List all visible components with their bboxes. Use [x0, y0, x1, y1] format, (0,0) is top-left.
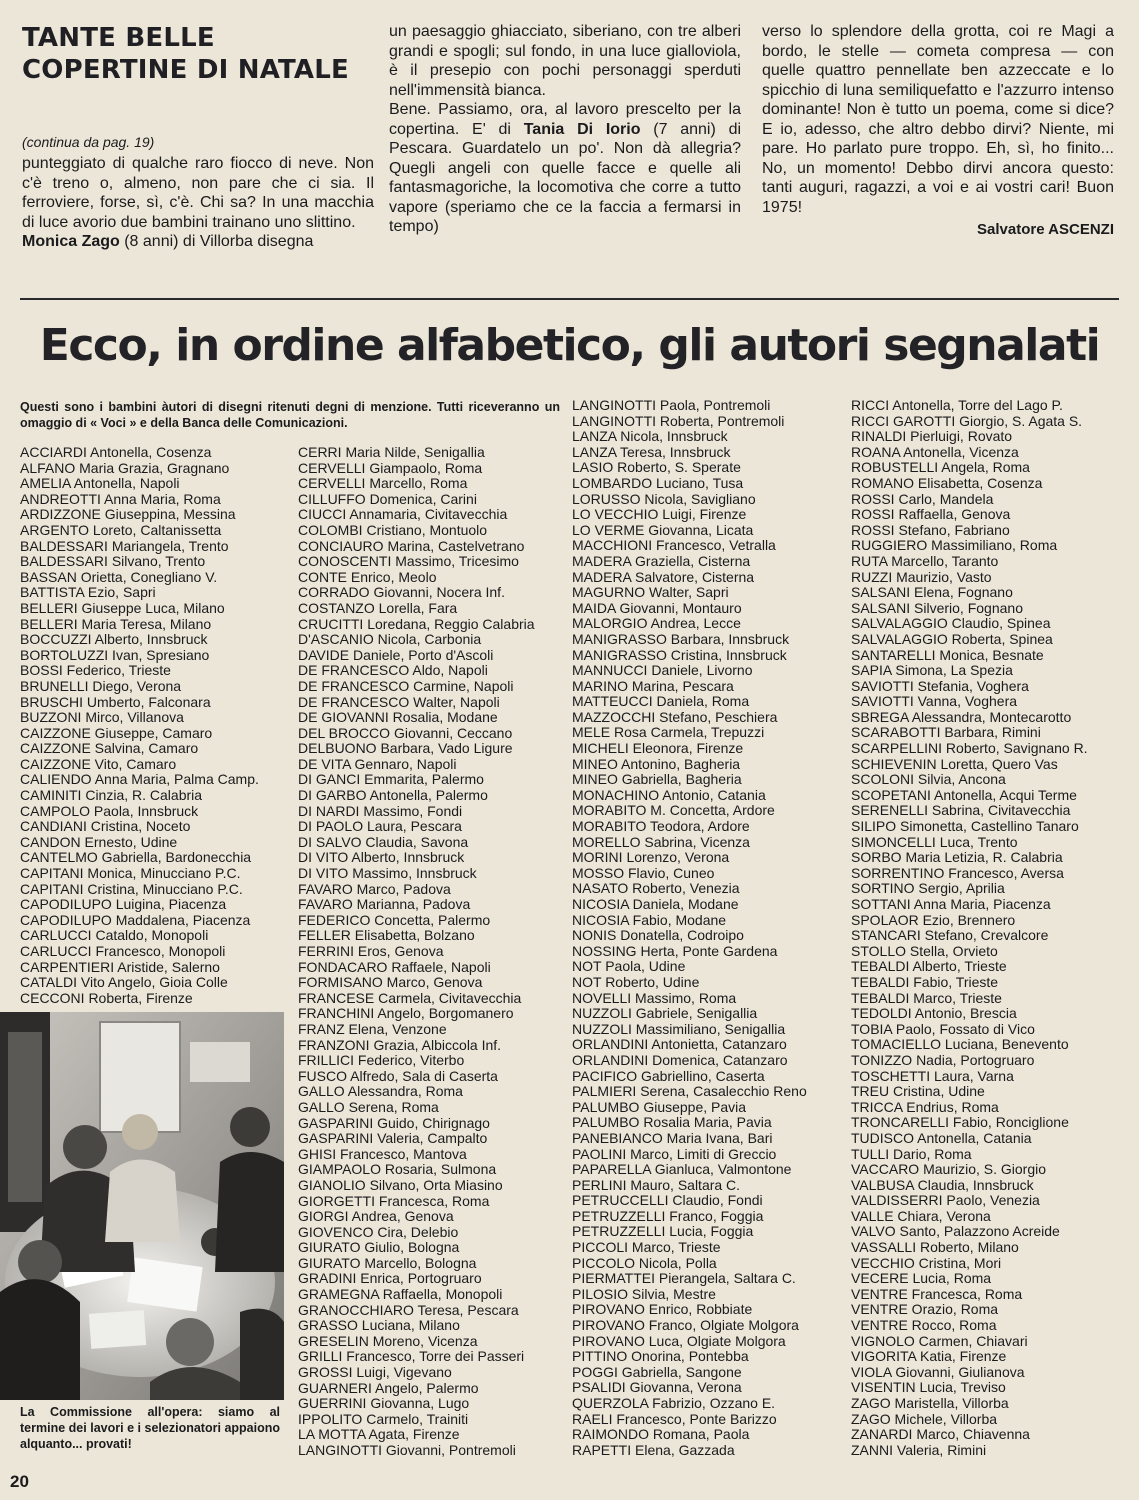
author-entry: ALFANO Maria Grazia, Gragnano	[20, 459, 230, 476]
author-entry: CONCIAURO Marina, Castelvetrano	[298, 537, 525, 554]
author-entry: MAIDA Giovanni, Montauro	[572, 599, 742, 616]
author-entry: LASIO Roberto, S. Sperate	[572, 459, 741, 476]
author-entry: PAPARELLA Gianluca, Valmontone	[572, 1161, 792, 1178]
author-entry: PACIFICO Gabriellino, Caserta	[572, 1067, 765, 1084]
author-entry: PALUMBO Rosalia Maria, Pavia	[572, 1114, 772, 1131]
signature: Salvatore ASCENZI	[977, 221, 1114, 238]
author-entry: VIGORITA Katia, Firenze	[851, 1348, 1007, 1365]
author-entry: SOTTANI Anna Maria, Piacenza	[851, 896, 1051, 912]
author-entry: LA MOTTA Agata, Firenze	[298, 1426, 460, 1443]
author-entry: ROSSI Stefano, Fabriano	[851, 521, 1010, 538]
author-entry: MORABITO Teodora, Ardore	[572, 818, 750, 835]
author-entry: RUZZI Maurizio, Vasto	[851, 568, 992, 585]
author-entry: ROMANO Elisabetta, Cosenza	[851, 474, 1043, 491]
author-entry: CANDIANI Cristina, Noceto	[20, 818, 191, 835]
author-entry: LANGINOTTI Paola, Pontremoli	[572, 397, 771, 413]
headline-line-2: COPERTINE DI NATALE	[22, 55, 349, 85]
author-entry: NICOSIA Fabio, Modane	[572, 911, 727, 928]
author-entry: PIROVANO Enrico, Robbiate	[572, 1301, 753, 1318]
author-entry: CERVELLI Giampaolo, Roma	[298, 459, 483, 476]
author-entry: MANIGRASSO Cristina, Innsbruck	[572, 646, 787, 663]
author-entry: SALVALAGGIO Claudio, Spinea	[851, 615, 1051, 632]
author-entry: RUTA Marcello, Taranto	[851, 552, 999, 569]
author-entry: BORTOLUZZI Ivan, Spresiano	[20, 646, 210, 663]
author-entry: NOT Paola, Udine	[572, 958, 686, 975]
author-entry: GIAMPAOLO Rosaria, Sulmona	[298, 1161, 497, 1178]
author-entry: GIURATO Marcello, Bologna	[298, 1254, 477, 1271]
author-entry: BOSSI Federico, Trieste	[20, 662, 171, 679]
author-entry: STOLLO Stella, Orvieto	[851, 942, 998, 959]
author-entry: TOMACIELLO Luciana, Benevento	[851, 1036, 1069, 1053]
author-entry: GRASSO Luciana, Milano	[298, 1317, 460, 1334]
author-entry: PAOLINI Marco, Limiti di Greccio	[572, 1145, 777, 1162]
author-entry: CAPITANI Monica, Minucciano P.C.	[20, 865, 241, 882]
col2-paragraph-2	[389, 100, 741, 237]
author-entry: DE FRANCESCO Walter, Napoli	[298, 693, 500, 710]
author-entry: VALDISSERRI Paolo, Venezia	[851, 1192, 1040, 1209]
author-entry: TULLI Dario, Roma	[851, 1145, 972, 1162]
author-entry: LANGINOTTI Giovanni, Pontremoli	[298, 1442, 516, 1458]
author-entry: CARPENTIERI Aristide, Salerno	[20, 958, 220, 975]
author-entry: MARINO Marina, Pescara	[572, 677, 734, 694]
author-entry: VENTRE Francesca, Roma	[851, 1285, 1023, 1302]
author-entry: BALDESSARI Mariangela, Trento	[20, 537, 229, 554]
author-entry: SCOPETANI Antonella, Acqui Terme	[851, 786, 1077, 803]
author-entry: DI VITO Massimo, Innsbruck	[298, 865, 477, 882]
author-entry: NICOSIA Daniela, Modane	[572, 896, 739, 912]
author-entry: SPOLAOR Ezio, Brennero	[851, 911, 1016, 928]
author-entry: SCOLONI Silvia, Ancona	[851, 771, 1006, 788]
author-entry: DI GANCI Emmarita, Palermo	[298, 771, 484, 788]
author-entry: VALLE Chiara, Verona	[851, 1207, 991, 1224]
col1-after: (8 anni) di Villorba disegna	[119, 233, 314, 250]
col1-name: Monica Zago	[22, 233, 120, 250]
author-entry: FRANZ Elena, Venzone	[298, 1020, 447, 1037]
author-entry: SORBO Maria Letizia, R. Calabria	[851, 849, 1063, 866]
commission-photo	[0, 1012, 284, 1400]
author-entry: FEDERICO Concetta, Palermo	[298, 911, 491, 928]
author-entry: GRANOCCHIARO Teresa, Pescara	[298, 1301, 519, 1318]
author-entry: GRAMEGNA Raffaella, Monopoli	[298, 1286, 503, 1303]
author-entry: FERRINI Eros, Genova	[298, 943, 444, 959]
author-entry: FAVARO Marco, Padova	[298, 880, 451, 897]
author-entry: DELBUONO Barbara, Vado Ligure	[298, 740, 513, 757]
author-entry: CALIENDO Anna Maria, Palma Camp.	[20, 771, 259, 788]
author-entry: CORRADO Giovanni, Nocera Inf.	[298, 584, 505, 601]
author-entry: TEBALDI Fabio, Trieste	[851, 973, 999, 990]
author-entry: PANEBIANCO Maria Ivana, Bari	[572, 1129, 773, 1146]
author-entry: PALMIERI Serena, Casalecchio Reno	[572, 1083, 807, 1100]
author-entry: NASATO Roberto, Venezia	[572, 880, 740, 897]
author-entry: VENTRE Rocco, Roma	[851, 1317, 997, 1334]
author-entry: GIURATO Giulio, Bologna	[298, 1239, 460, 1256]
author-entry: PERLINI Mauro, Saltara C.	[572, 1176, 741, 1193]
author-entry: POGGI Gabriella, Sangone	[572, 1363, 742, 1380]
author-entry: PETRUZZELLI Franco, Foggia	[572, 1207, 764, 1224]
author-entry: VALBUSA Claudia, Innsbruck	[851, 1176, 1034, 1193]
author-entry: BELLERI Maria Teresa, Milano	[20, 615, 212, 632]
author-entry: GIOVENCO Cira, Delebio	[298, 1223, 459, 1240]
headline-line-1: TANTE BELLE	[22, 23, 215, 53]
author-entry: CONOSCENTI Massimo, Tricesimo	[298, 553, 519, 570]
author-entry: BRUNELLI Diego, Verona	[20, 677, 182, 694]
author-entry: CAIZZONE Salvina, Camaro	[20, 740, 199, 757]
author-entry: CAPODILUPO Maddalena, Piacenza	[20, 911, 251, 928]
author-entry: ZAGO Michele, Villorba	[851, 1410, 998, 1427]
author-entry: GUERRINI Giovanna, Lugo	[298, 1395, 470, 1412]
author-entry: NOSSING Herta, Ponte Gardena	[572, 942, 778, 959]
author-entry: FELLER Elisabetta, Bolzano	[298, 927, 475, 944]
author-entry: ORLANDINI Antonietta, Catanzaro	[572, 1036, 787, 1053]
author-entry: FRANZONI Grazia, Albiccola Inf.	[298, 1036, 502, 1053]
author-entry: DAVIDE Daniele, Porto d'Ascoli	[298, 646, 494, 663]
author-entry: PILOSIO Silvia, Mestre	[572, 1285, 716, 1302]
author-entry: GIANOLIO Silvano, Orta Miasino	[298, 1176, 503, 1193]
author-entry: PIROVANO Franco, Olgiate Molgora	[572, 1317, 799, 1334]
author-entry: NOT Roberto, Udine	[572, 973, 700, 990]
author-entry: CONTE Enrico, Meolo	[298, 568, 437, 585]
author-entry: SERENELLI Sabrina, Civitavecchia	[851, 802, 1071, 819]
author-entry: GRESELIN Moreno, Vicenza	[298, 1332, 478, 1349]
author-entry: CAPITANI Cristina, Minucciano P.C.	[20, 880, 243, 897]
author-entry: PIROVANO Luca, Olgiate Molgora	[572, 1332, 786, 1349]
author-entry: VIOLA Giovanni, Giulianova	[851, 1363, 1025, 1380]
author-entry: SANTARELLI Monica, Besnate	[851, 646, 1044, 663]
author-entry: ARGENTO Loreto, Caltanissetta	[20, 521, 222, 538]
author-entry: TOBIA Paolo, Fossato di Vico	[851, 1020, 1035, 1037]
author-entry: CILLUFFO Domenica, Carini	[298, 490, 477, 507]
author-entry: LOMBARDO Luciano, Tusa	[572, 474, 744, 491]
author-entry: PITTINO Onorina, Pontebba	[572, 1348, 749, 1365]
author-entry: RICCI Antonella, Torre del Lago P.	[851, 397, 1063, 413]
top-article-col3	[762, 22, 1114, 238]
author-entry: RAIMONDO Romana, Paola	[572, 1426, 750, 1443]
author-entry: MINEO Antonino, Bagheria	[572, 755, 741, 772]
col2-p2-name: Tania Di Iorio	[523, 120, 641, 138]
top-article-col2	[389, 22, 741, 237]
names-column-2	[298, 445, 535, 1459]
author-entry: GIORGETTI Francesca, Roma	[298, 1192, 490, 1209]
author-entry: CIUCCI Annamaria, Civitavecchia	[298, 506, 508, 523]
author-entry: ANDREOTTI Anna Maria, Roma	[20, 490, 221, 507]
author-entry: GRILLI Francesco, Torre dei Passeri	[298, 1348, 525, 1365]
author-entry: FRANCHINI Angelo, Borgomanero	[298, 1005, 514, 1022]
author-entry: CARLUCCI Francesco, Monopoli	[20, 943, 226, 959]
author-entry: NUZZOLI Gabriele, Senigallia	[572, 1005, 758, 1022]
author-entry: ROBUSTELLI Angela, Roma	[851, 459, 1030, 476]
author-entry: TRICCA Endrius, Roma	[851, 1098, 999, 1115]
author-entry: PETRUZZELLI Lucia, Foggia	[572, 1223, 754, 1240]
author-entry: SALSANI Silverio, Fognano	[851, 599, 1023, 616]
col3-paragraph: verso lo splendore della grotta, coi re Magi a bordo, le stelle — cometa compresa — con quelle quattro pennellate ben azzeccate e lo spicchio di luna semiliquefatto e l'azzurro intenso dominante! Non è tutto un poema, come si dice? E io, adesso, che altro debbo dirvi? Niente, mi pare. Ho parlato pure troppo. Eh, sì, ho finito... No, un momento! Debbo dirvi ancora questo: tanti auguri, ragazzi, a voi e ai vostri cari! Buon 1975!	[762, 23, 1114, 216]
author-entry: FUSCO Alfredo, Sala di Caserta	[298, 1067, 498, 1084]
author-entry: GHISI Francesco, Mantova	[298, 1145, 467, 1162]
author-entry: SILIPO Simonetta, Castellino Tanaro	[851, 818, 1079, 835]
author-entry: PALUMBO Giuseppe, Pavia	[572, 1098, 747, 1115]
col2-p2-after: (7 anni) di Pescara. Guardatelo un po'. Non dà allegria? Quegli angeli con quelle facce e quelle ali fantasmagoriche, la locomotiva che corre a tutto vapore (speriamo che ce la faccia a fermarsi in tempo)	[389, 120, 742, 235]
author-entry: SAPIA Simona, La Spezia	[851, 662, 1013, 679]
author-entry: PSALIDI Giovanna, Verona	[572, 1379, 742, 1396]
author-entry: COLOMBI Cristiano, Montuolo	[298, 521, 488, 538]
author-entry: TEDOLDI Antonio, Brescia	[851, 1005, 1017, 1022]
author-entry: DI NARDI Massimo, Fondi	[298, 802, 463, 819]
section-divider	[20, 298, 1119, 300]
author-entry: SORTINO Sergio, Aprilia	[851, 880, 1005, 897]
author-entry: CANDON Ernesto, Udine	[20, 833, 178, 850]
main-heading: Ecco, in ordine alfabetico, gli autori segnalati	[39, 320, 1100, 371]
author-entry: BASSAN Orietta, Conegliano V.	[20, 568, 218, 585]
author-entry: MELE Rosa Carmela, Trepuzzi	[572, 724, 765, 741]
author-entry: GRADINI Enrica, Portogruaro	[298, 1270, 482, 1287]
author-entry: MORINI Lorenzo, Verona	[572, 849, 730, 866]
author-entry: TONIZZO Nadia, Portogruaro	[851, 1051, 1035, 1068]
author-entry: DI GARBO Antonella, Palermo	[298, 787, 488, 804]
author-entry: NUZZOLI Massimiliano, Senigallia	[572, 1020, 786, 1037]
author-entry: VIGNOLO Carmen, Chiavari	[851, 1332, 1028, 1349]
col1-text: punteggiato di qualche raro fiocco di neve. Non c'è treno o, almeno, non pare che ci sia. Il ferroviere, forse, sì, c'è. Chi sa? In una macchia di luce avorio due bambini trainano uno slittino.	[22, 155, 374, 231]
author-entry: SCHIEVENIN Loretta, Quero Vas	[851, 755, 1058, 772]
author-entry: RUGGIERO Massimiliano, Roma	[851, 537, 1058, 554]
author-entry: MAZZOCCHI Stefano, Peschiera	[572, 708, 778, 725]
author-entry: MATTEUCCI Daniela, Roma	[572, 693, 750, 710]
author-entry: ZAGO Maristella, Villorba	[851, 1395, 1009, 1411]
author-entry: PIERMATTEI Pierangela, Saltara C.	[572, 1270, 796, 1287]
author-entry: MINEO Gabriella, Bagheria	[572, 771, 742, 788]
author-entry: TRONCARELLI Fabio, Ronciglione	[851, 1114, 1069, 1131]
author-entry: ROANA Antonella, Vicenza	[851, 443, 1019, 460]
author-entry: DE FRANCESCO Aldo, Napoli	[298, 662, 488, 679]
author-entry: MOSSO Flavio, Cuneo	[572, 864, 715, 881]
author-entry: LORUSSO Nicola, Savigliano	[572, 490, 756, 507]
author-entry: DE FRANCESCO Carmine, Napoli	[298, 677, 514, 694]
author-entry: COSTANZO Lorella, Fara	[298, 599, 458, 616]
col2-p2-before: Bene. Passiamo, ora, al lavoro prescelto per la copertina. E' di	[389, 101, 741, 138]
col1-paragraph-2	[22, 232, 374, 252]
author-entry: BUZZONI Mirco, Villanova	[20, 709, 184, 726]
author-entry: SAVIOTTI Stefania, Voghera	[851, 677, 1029, 694]
page-number: 20	[10, 1472, 29, 1491]
author-entry: BRUSCHI Umberto, Falconara	[20, 693, 211, 710]
author-entry: VECERE Lucia, Roma	[851, 1270, 992, 1287]
author-entry: LANGINOTTI Roberta, Pontremoli	[572, 412, 785, 429]
author-entry: ARDIZZONE Giuseppina, Messina	[20, 506, 236, 523]
author-entry: RAELI Francesco, Ponte Barizzo	[572, 1410, 777, 1427]
author-entry: FRILLICI Federico, Viterbo	[298, 1052, 465, 1069]
author-entry: GASPARINI Guido, Chirignago	[298, 1114, 490, 1131]
author-entry: TOSCHETTI Laura, Varna	[851, 1067, 1014, 1084]
author-entry: CECCONI Roberta, Firenze	[20, 989, 193, 1006]
commission-photo-image	[0, 1012, 284, 1400]
author-entry: CANTELMO Gabriella, Bardonecchia	[20, 849, 252, 866]
author-entry: CAIZZONE Giuseppe, Camaro	[20, 724, 213, 741]
author-entry: MACCHIONI Francesco, Vetralla	[572, 537, 776, 554]
author-entry: MONACHINO Antonio, Catania	[572, 786, 766, 803]
author-entry: RICCI GAROTTI Giorgio, S. Agata S.	[851, 412, 1083, 429]
author-entry: LO VECCHIO Luigi, Firenze	[572, 506, 747, 523]
author-entry: CAMINITI Cinzia, R. Calabria	[20, 787, 203, 804]
author-entry: GALLO Alessandra, Roma	[298, 1083, 463, 1100]
author-entry: TEBALDI Alberto, Trieste	[851, 958, 1007, 975]
author-entry: DI SALVO Claudia, Savona	[298, 833, 469, 850]
author-entry: VENTRE Orazio, Roma	[851, 1301, 999, 1318]
author-entry: ZANNI Valeria, Rimini	[851, 1441, 987, 1458]
names-column-3	[572, 398, 807, 1458]
author-entry: LO VERME Giovanna, Licata	[572, 521, 754, 538]
author-entry: PETRUCCELLI Claudio, Fondi	[572, 1192, 763, 1209]
author-entry: ROSSI Raffaella, Genova	[851, 506, 1011, 523]
author-entry: VALVO Santo, Palazzono Acreide	[851, 1223, 1060, 1240]
col2-paragraph: un paesaggio ghiacciato, siberiano, con tre alberi grandi e spogli; sul fondo, in una luce gialloviola, è il presepio con pochi personaggi sperduti nell'immensità bianca.	[389, 23, 741, 99]
author-entry: NONIS Donatella, Codroipo	[572, 927, 744, 944]
author-entry: BELLERI Giuseppe Luca, Milano	[20, 599, 225, 616]
photo-caption: La Commissione all'opera: siamo al termine dei lavori e i selezionatori appaiono alquanto... provati!	[20, 1405, 280, 1451]
author-entry: GROSSI Luigi, Vigevano	[298, 1364, 452, 1381]
author-entry: FORMISANO Marco, Genova	[298, 974, 483, 991]
author-entry: BALDESSARI Silvano, Trento	[20, 553, 206, 570]
author-entry: CARLUCCI Cataldo, Monopoli	[20, 927, 209, 944]
author-entry: GASPARINI Valeria, Campalto	[298, 1130, 488, 1147]
names-column-1	[20, 445, 259, 1006]
author-entry: GALLO Serena, Roma	[298, 1098, 439, 1115]
author-entry: CRUCITTI Loredana, Reggio Calabria	[298, 615, 535, 632]
author-entry: SIMONCELLI Luca, Trento	[851, 833, 1018, 850]
top-article-col1	[22, 22, 374, 252]
author-entry: QUERZOLA Fabrizio, Ozzano E.	[572, 1395, 776, 1411]
author-entry: MORABITO M. Concetta, Ardore	[572, 802, 775, 819]
author-entry: FAVARO Marianna, Padova	[298, 896, 471, 913]
author-entry: MALORGIO Andrea, Lecce	[572, 615, 741, 632]
author-entry: RAPETTI Elena, Gazzada	[572, 1441, 735, 1458]
author-entry: CERRI Maria Nilde, Senigallia	[298, 444, 485, 460]
names-column-4	[851, 398, 1088, 1458]
article-headline	[22, 22, 374, 86]
author-entry: ROSSI Carlo, Mandela	[851, 490, 994, 507]
author-entry: MADERA Graziella, Cisterna	[572, 552, 751, 569]
author-entry: D'ASCANIO Nicola, Carbonia	[298, 631, 482, 648]
author-entry: BATTISTA Ezio, Sapri	[20, 584, 156, 601]
author-entry: MORELLO Sabrina, Vicenza	[572, 833, 750, 850]
author-entry: VECCHIO Cristina, Mori	[851, 1254, 1002, 1271]
author-entry: MAGURNO Walter, Sapri	[572, 584, 729, 601]
author-entry: CAIZZONE Vito, Camaro	[20, 755, 177, 772]
author-entry: VACCARO Maurizio, S. Giorgio	[851, 1161, 1047, 1178]
author-entry: PICCOLI Marco, Trieste	[572, 1239, 721, 1256]
author-entry: VISENTIN Lucia, Treviso	[851, 1379, 1006, 1396]
author-entry: SALSANI Elena, Fognano	[851, 584, 1013, 601]
author-entry: SCARABOTTI Barbara, Rimini	[851, 724, 1041, 741]
author-entry: IPPOLITO Carmelo, Trainiti	[298, 1410, 469, 1427]
col1-paragraph	[22, 154, 374, 232]
author-entry: SBREGA Alessandra, Montecarotto	[851, 708, 1072, 725]
author-entry: CERVELLI Marcello, Roma	[298, 475, 468, 492]
author-entry: SAVIOTTI Vanna, Voghera	[851, 693, 1018, 710]
author-entry: MANNUCCI Daniele, Livorno	[572, 662, 753, 679]
author-entry: MANIGRASSO Barbara, Innsbruck	[572, 630, 790, 647]
author-entry: FRANCESE Carmela, Civitavecchia	[298, 989, 522, 1006]
author-entry: GUARNERI Angelo, Palermo	[298, 1379, 479, 1396]
author-entry: TEBALDI Marco, Trieste	[851, 989, 1002, 1006]
author-entry: CAMPOLO Paola, Innsbruck	[20, 802, 199, 819]
author-entry: CATALDI Vito Angelo, Gioia Colle	[20, 974, 228, 991]
author-entry: FONDACARO Raffaele, Napoli	[298, 958, 491, 975]
author-entry: SCARPELLINI Roberto, Savignano R.	[851, 740, 1088, 757]
author-entry: PICCOLO Nicola, Polla	[572, 1254, 717, 1271]
author-entry: GIORGI Andrea, Genova	[298, 1208, 454, 1225]
author-entry: SORRENTINO Francesco, Aversa	[851, 864, 1064, 881]
author-entry: ZANARDI Marco, Chiavenna	[851, 1426, 1030, 1443]
author-entry: VASSALLI Roberto, Milano	[851, 1239, 1019, 1256]
intro-text: Questi sono i bambini àutori di disegni ritenuti degni di menzione. Tutti riceveranno un omaggio di « Voci » e della Banca delle Comunicazioni.	[20, 400, 560, 430]
author-entry: ACCIARDI Antonella, Cosenza	[20, 444, 212, 460]
author-entry: CAPODILUPO Luigina, Piacenza	[20, 896, 227, 913]
author-entry: DI PAOLO Laura, Pescara	[298, 818, 462, 835]
continued-note: (continua da pag. 19)	[22, 134, 155, 150]
author-entry: AMELIA Antonella, Napoli	[20, 475, 180, 492]
author-entry: LANZA Teresa, Innsbruck	[572, 443, 731, 460]
author-entry: TREU Cristina, Udine	[851, 1083, 985, 1100]
author-entry: RINALDI Pierluigi, Rovato	[851, 428, 1013, 445]
author-entry: LANZA Nicola, Innsbruck	[572, 428, 728, 445]
author-entry: DEL BROCCO Giovanni, Ceccano	[298, 724, 513, 741]
author-entry: DE GIOVANNI Rosalia, Modane	[298, 709, 498, 726]
author-entry: TUDISCO Antonella, Catania	[851, 1129, 1032, 1146]
author-entry: MICHELI Eleonora, Firenze	[572, 740, 744, 757]
author-entry: BOCCUZZI Alberto, Innsbruck	[20, 631, 208, 648]
author-entry: DI VITO Alberto, Innsbruck	[298, 849, 465, 866]
author-entry: DE VITA Gennaro, Napoli	[298, 755, 457, 772]
author-entry: STANCARI Stefano, Crevalcore	[851, 927, 1049, 944]
author-entry: ORLANDINI Domenica, Catanzaro	[572, 1051, 788, 1068]
author-entry: MADERA Salvatore, Cisterna	[572, 568, 755, 585]
author-entry: NOVELLI Massimo, Roma	[572, 989, 737, 1006]
author-entry: SALVALAGGIO Roberta, Spinea	[851, 630, 1053, 647]
